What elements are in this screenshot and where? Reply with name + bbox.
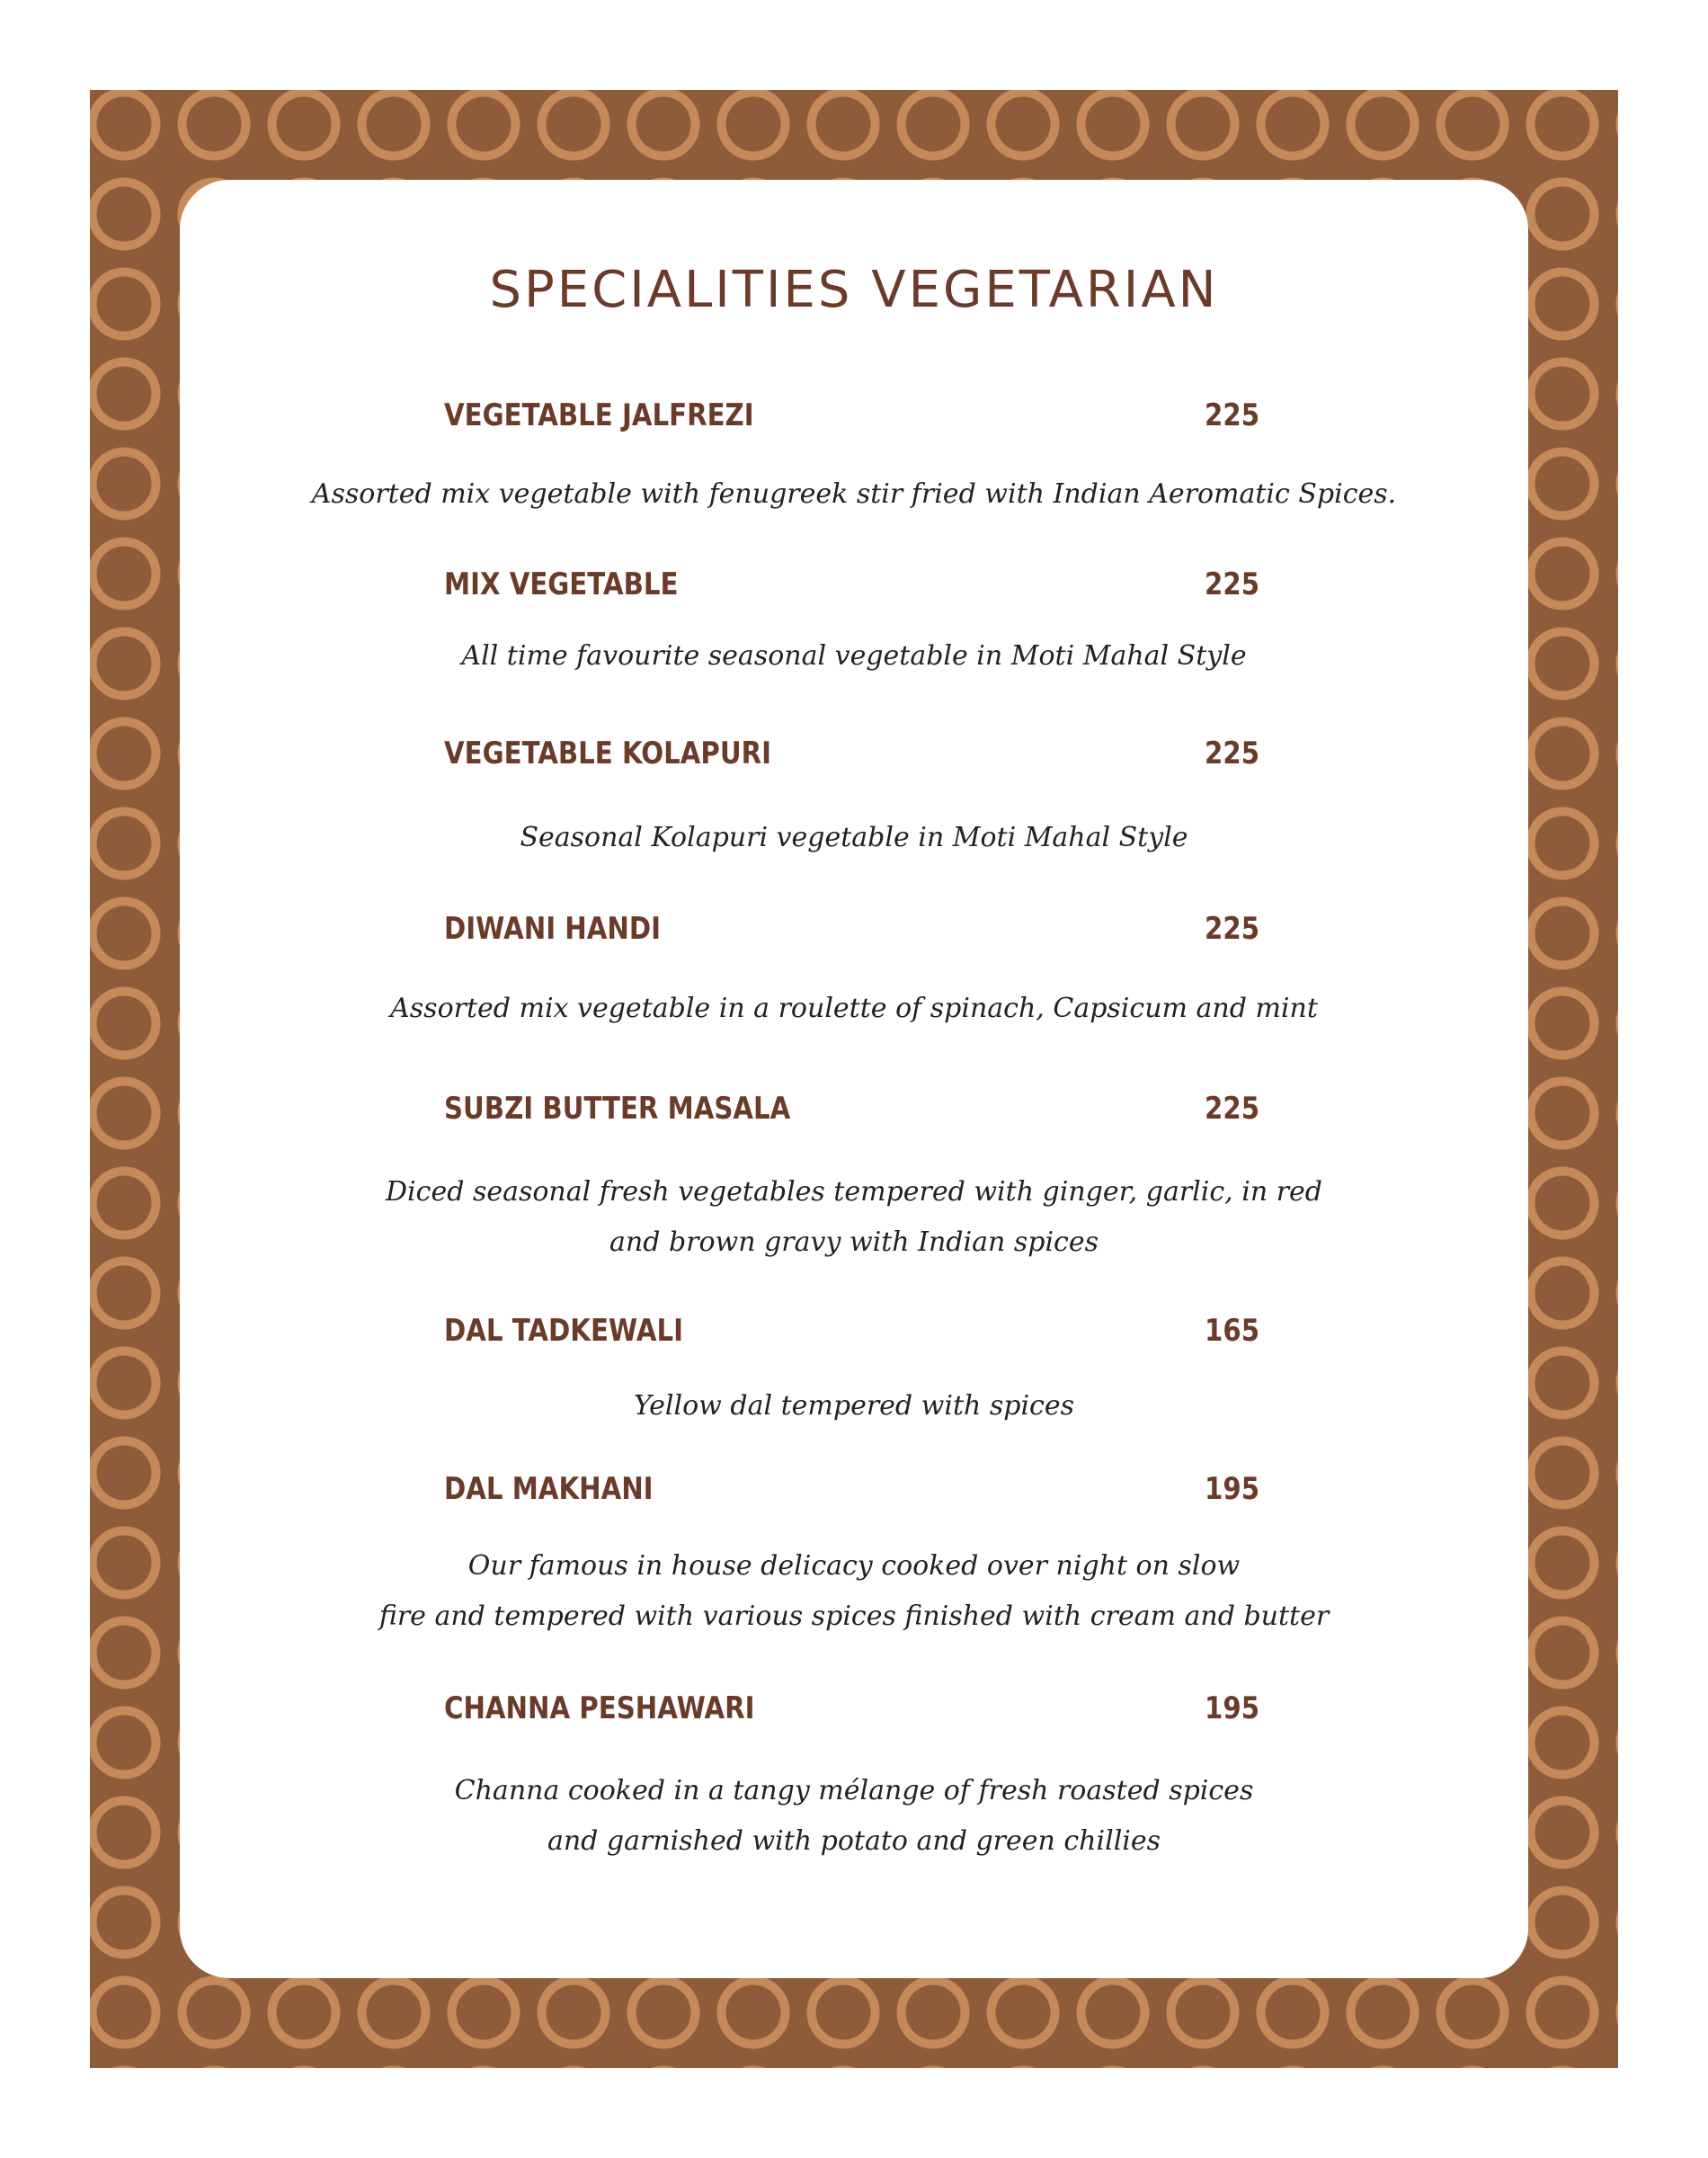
menu-item-description: Our famous in house delicacy cooked over night on slow xyxy=(467,1550,1241,1582)
menu-item-name: MIX VEGETABLE xyxy=(444,566,679,602)
menu-item-price: 165 xyxy=(1205,1313,1260,1349)
menu-item-name: VEGETABLE JALFREZI xyxy=(444,397,754,433)
menu-item-description: and garnished with potato and green chillies xyxy=(547,1825,1161,1857)
menu-item-description: Diced seasonal fresh vegetables tempered with ginger, garlic, in red xyxy=(386,1176,1322,1208)
menu-item-name: SUBZI BUTTER MASALA xyxy=(444,1091,791,1127)
menu-item-description: All time favourite seasonal vegetable in Moti Mahal Style xyxy=(461,640,1247,672)
menu-item-price: 195 xyxy=(1205,1471,1260,1507)
menu-item-description: Channa cooked in a tangy mélange of fresh roasted spices xyxy=(454,1775,1254,1806)
menu-item-name: DAL MAKHANI xyxy=(444,1471,654,1507)
menu-item-name: DAL TADKEWALI xyxy=(444,1313,684,1349)
menu-item-description: and brown gravy with Indian spices xyxy=(609,1226,1099,1258)
menu-item-description: Yellow dal tempered with spices xyxy=(633,1390,1075,1422)
menu-item-name: CHANNA PESHAWARI xyxy=(444,1690,755,1726)
menu-item-price: 225 xyxy=(1205,736,1260,771)
menu-item-description: Assorted mix vegetable in a roulette of spinach, Capsicum and mint xyxy=(390,993,1318,1024)
menu-item-description: fire and tempered with various spices finished with cream and butter xyxy=(378,1601,1330,1632)
menu-item-price: 225 xyxy=(1205,911,1260,947)
menu-item-price: 225 xyxy=(1205,397,1260,433)
menu-item-price: 225 xyxy=(1205,566,1260,602)
menu-item-price: 195 xyxy=(1205,1690,1260,1726)
menu-card xyxy=(180,180,1528,1978)
menu-title: SPECIALITIES VEGETARIAN xyxy=(489,261,1219,319)
menu-item-description: Seasonal Kolapuri vegetable in Moti Mahal Style xyxy=(520,822,1188,853)
menu-item-name: VEGETABLE KOLAPURI xyxy=(444,736,771,771)
menu-item-price: 225 xyxy=(1205,1091,1260,1127)
menu-item-name: DIWANI HANDI xyxy=(444,911,661,947)
menu-item-description: Assorted mix vegetable with fenugreek stir fried with Indian Aeromatic Spices. xyxy=(311,478,1397,510)
